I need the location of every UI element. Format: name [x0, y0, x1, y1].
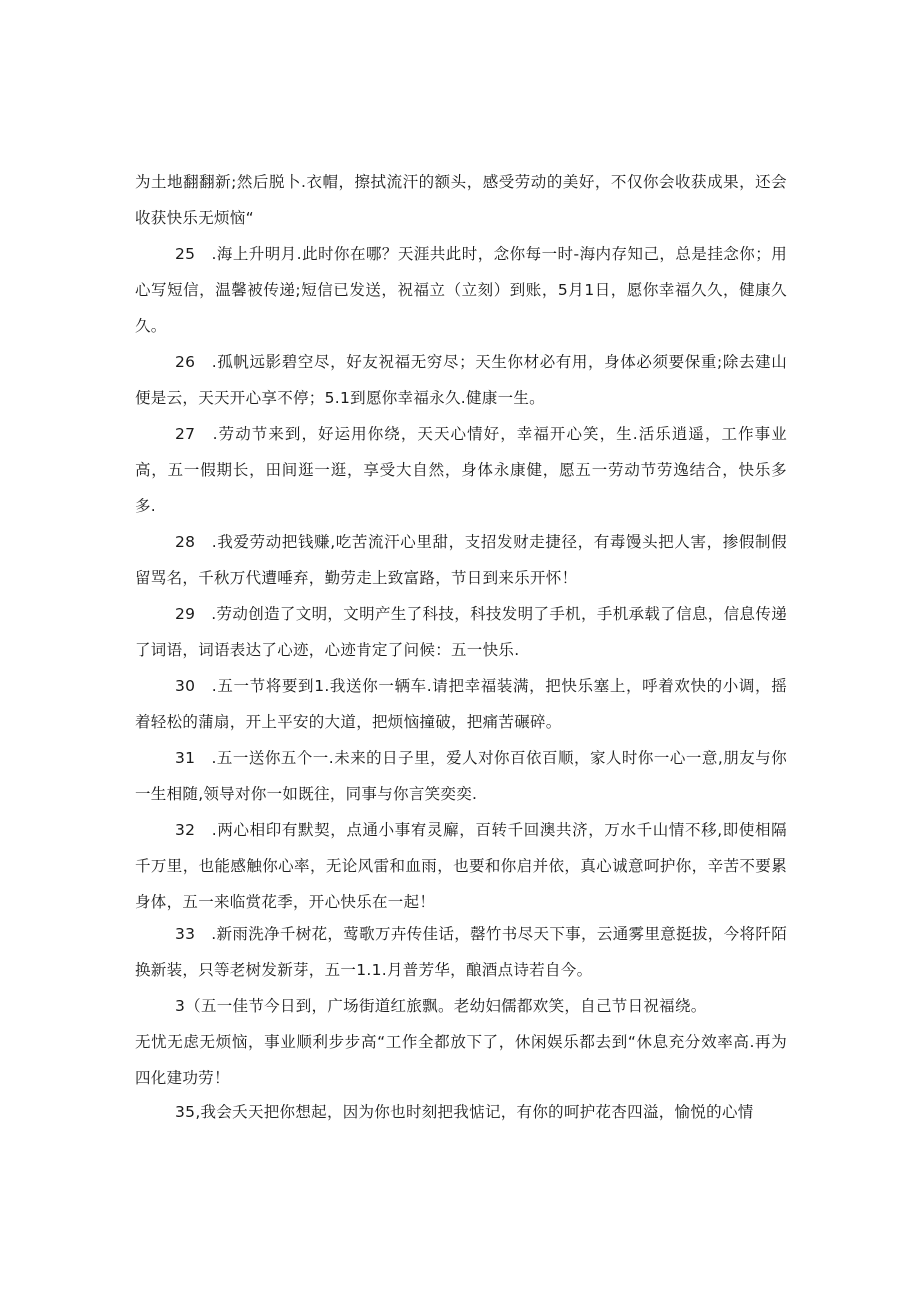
paragraph-28: 28 .我爱劳动把钱赚,吃苦流汗心里甜，支招发财走捷径，有毒馒头把人害，掺假制假留骂名，千秋万代遭唾弃，勤劳走上致富路，节日到来乐开怀！ [135, 533, 787, 587]
paragraph-34-rest: 无忧无虑无烦恼，事业顺利步步高“工作全都放下了，休闲娱乐都去到“休息充分效率高.再为四化建功劳！ [135, 1033, 787, 1087]
paragraph-25: 25 .海上升明月.此时你在哪？天涯共此时，念你每一时-海内存知己，总是挂念你；用心写短信，温馨被传递;短信已发送，祝福立（立刻）到账，5月1日，愿你幸福久久，健康久久。 [135, 245, 787, 335]
paragraph-35: 35,我会夭天把你想起，因为你也时刻把我惦记，有你的呵护花杏四溢，愉悦的心情 [175, 1103, 754, 1121]
paragraph-33: 33 .新雨洗净千树花，莺歌万卉传佳话，罄竹书尽天下事，云通雾里意挺拔，今将阡陌换新装，只等老树发新芽，五一1.1.月普芳华，酿酒点诗若自今。 [135, 925, 787, 979]
paragraph-34-line1: 3（五一佳节今日到，广场街道红旅飘。老幼妇儒都欢笑，自己节日祝福绕。 [175, 997, 707, 1015]
paragraph-30: 30 .五一节将要到1.我送你一辆车.请把幸福装满，把快乐塞上，呼着欢快的小调，摇着轻松的蒲扇，开上平安的大道，把烦恼撞破，把痛苦碾碎。 [135, 677, 787, 731]
paragraph-27: 27 .劳动节来到，好运用你绕，天天心情好，幸福开心笑，生.活乐逍遥，工作事业高，五一假期长，田间逛一逛，享受大自然，身体永康健，愿五一劳动节劳逸结合，快乐多多. [135, 425, 787, 515]
paragraph-31: 31 .五一送你五个一.未来的日子里，爱人对你百依百顺，家人时你一心一意,朋友与你一生相随,领导对你一如既往，同事与你言笑奕奕. [135, 749, 787, 803]
paragraph-29: 29 .劳动创造了文明，文明产生了科技，科技发明了手机，手机承载了信息，信息传递了词语，词语表达了心迹，心迹肯定了问候：五一快乐. [135, 605, 787, 659]
paragraph-continuation: 为土地翻翻新;然后脱卜.衣帽，擦拭流汗的额头，感受劳动的美好，不仅你会收获成果，还会收获快乐无烦恼“ [135, 173, 787, 227]
paragraph-26: 26 .孤帆远影碧空尽，好友祝福无穷尽；天生你材必有用，身体必须要保重;除去建山便是云，天天开心享不停；5.1到愿你幸福永久.健康一生。 [135, 353, 787, 407]
paragraph-32: 32 .两心相印有默契，点通小事宥灵廨，百转千回澳共济，万水千山情不移,即使相隔千万里，也能感触你心率，无论风雷和血雨，也要和你启并依，真心诚意呵护你，辛苦不要累身体，五一来临赏花季，开心快乐在一起！ [135, 821, 787, 911]
